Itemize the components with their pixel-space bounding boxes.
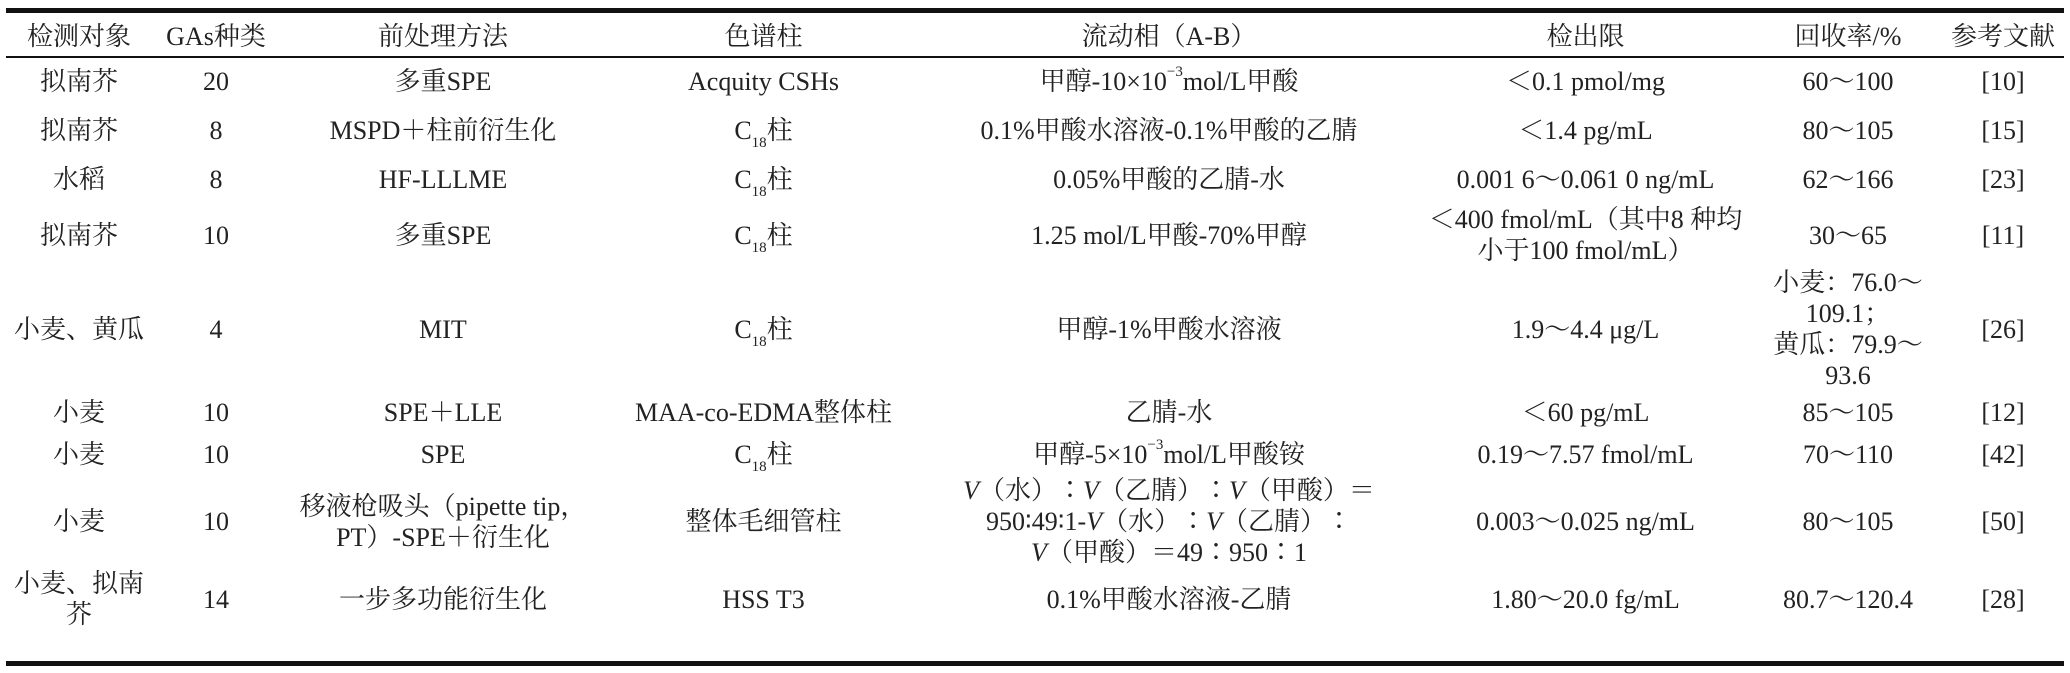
cell-column: 整体毛细管柱 — [685, 507, 842, 536]
table-row — [6, 105, 2064, 155]
cell-pretreatment: SPE＋LLE — [383, 397, 503, 427]
cell-gas-types: 4 — [209, 314, 223, 344]
cell-column: $C_{18}$柱 — [734, 115, 793, 151]
table-row — [6, 267, 2064, 391]
cell-recovery: 小麦：76.0～109.1； 黄瓜：79.9～93.6 — [1773, 268, 1923, 390]
cell-mobile-phase: 1.25 mol/L甲酸-70%甲醇 — [1031, 220, 1307, 250]
cell-target: 小麦 — [52, 507, 105, 536]
col-header-reference: 参考文献 — [1950, 21, 2055, 51]
col-header-column: 色谱柱 — [724, 21, 803, 51]
table-row — [6, 568, 2064, 630]
cell-recovery: 80～105 — [1802, 507, 1894, 536]
cell-reference: [11] — [1981, 220, 2025, 250]
cell-target: 拟南芥 — [39, 220, 118, 250]
table-row — [6, 433, 2064, 475]
cell-reference: [15] — [1981, 115, 2025, 145]
cell-pretreatment: MSPD＋柱前衍生化 — [329, 115, 557, 145]
cell-reference: [42] — [1981, 439, 2025, 469]
table-body — [6, 57, 2064, 630]
cell-mobile-phase: 0.1%甲酸水溶液-0.1%甲酸的乙腈 — [980, 115, 1358, 145]
col-header-mobile-phase: 流动相（A-B） — [1081, 21, 1257, 51]
cell-lod: 1.80～20.0 fg/mL — [1491, 584, 1680, 614]
cell-lod: 1.9～4.4 μg/L — [1511, 314, 1660, 344]
cell-mobile-phase: 0.05%甲酸的乙腈-水 — [1053, 164, 1285, 194]
header-row — [6, 15, 2064, 57]
cell-pretreatment: 移液枪吸头（pipette tip， PT）-SPE＋衍生化 — [299, 491, 587, 552]
cell-mobile-phase: 乙腈-水 — [1125, 397, 1213, 427]
table-row — [6, 155, 2064, 203]
cell-mobile-phase: 0.1%甲酸水溶液-乙腈 — [1046, 584, 1292, 614]
cell-target: 小麦 — [52, 397, 105, 427]
cell-reference: [26] — [1981, 314, 2025, 344]
cell-recovery: 62～166 — [1802, 164, 1894, 194]
cell-pretreatment: MIT — [419, 314, 467, 344]
cell-recovery: 80～105 — [1802, 115, 1894, 145]
col-header-recovery: 回收率/% — [1794, 21, 1902, 51]
cell-target: 小麦 — [52, 439, 105, 469]
cell-gas-types: 10 — [203, 397, 229, 427]
cell-recovery: 70～110 — [1802, 439, 1894, 469]
col-header-lod: 检出限 — [1546, 21, 1625, 51]
table-row — [6, 391, 2064, 433]
table-row — [6, 203, 2064, 267]
cell-reference: [10] — [1981, 66, 2025, 96]
cell-recovery: 80.7～120.4 — [1782, 584, 1913, 614]
cell-column: $C_{18}$柱 — [734, 164, 793, 200]
cell-column: MAA-co-EDMA整体柱 — [634, 397, 893, 427]
col-header-target: 检测对象 — [26, 21, 131, 51]
cell-gas-types: 8 — [209, 164, 223, 194]
col-header-gas-types: GAs种类 — [166, 21, 266, 51]
cell-gas-types: 8 — [209, 115, 223, 145]
cell-gas-types: 10 — [203, 507, 229, 536]
table-top-rule — [6, 8, 2064, 13]
cell-column: Acquity CSHs — [688, 66, 839, 96]
cell-lod: 0.19～7.57 fmol/mL — [1477, 439, 1694, 469]
cell-mobile-phase: 甲醇$-10\times 10^{-3}mol/L$甲酸 — [1039, 63, 1299, 96]
cell-target: 拟南芥 — [39, 115, 118, 145]
cell-target: 拟南芥 — [39, 66, 118, 96]
cell-gas-types: 20 — [203, 66, 229, 96]
cell-gas-types: 10 — [203, 439, 229, 469]
cell-pretreatment: 多重SPE — [394, 220, 492, 250]
cell-column: $C_{18}$柱 — [734, 314, 793, 350]
cell-recovery: 85～105 — [1802, 397, 1894, 427]
cell-reference: [50] — [1981, 507, 2025, 536]
table-row — [6, 475, 2064, 568]
cell-lod: ＜60 pg/mL — [1521, 397, 1650, 427]
cell-column: $C_{18}$柱 — [734, 220, 793, 256]
cell-lod: ＜0.1 pmol/mg — [1506, 66, 1665, 96]
cell-pretreatment: 一步多功能衍生化 — [338, 584, 547, 614]
cell-mobile-phase: 甲醇-1%甲酸水溶液 — [1056, 314, 1282, 344]
cell-gas-types: 14 — [203, 584, 229, 614]
cell-lod: ＜400 fmol/mL（其中8 种均 小于100 fmol/mL） — [1428, 205, 1743, 265]
cell-pretreatment: SPE — [420, 439, 466, 469]
table-row — [6, 57, 2064, 105]
cell-column: $C_{18}$柱 — [734, 439, 793, 475]
cell-lod: 0.003～0.025 ng/mL — [1476, 507, 1695, 536]
cell-mobile-phase: V（水）∶V（乙腈）∶V（甲酸）＝ 950∶49∶1-V（水）∶V（乙腈）∶ V（甲酸）＝49∶950∶1 — [963, 476, 1375, 567]
cell-lod: 0.001 6～0.061 0 ng/mL — [1456, 164, 1715, 194]
data-table — [6, 15, 2064, 630]
cell-reference: [28] — [1981, 584, 2025, 614]
cell-mobile-phase: 甲醇$-5\times 10^{-3}mol/L$甲酸铵 — [1033, 436, 1305, 469]
cell-column: HSS T3 — [722, 584, 805, 614]
cell-recovery: 30～65 — [1808, 220, 1887, 250]
cell-reference: [12] — [1981, 397, 2025, 427]
cell-target: 小麦、黄瓜 — [13, 314, 144, 344]
cell-lod: ＜1.4 pg/mL — [1518, 115, 1653, 145]
cell-pretreatment: 多重SPE — [394, 66, 492, 96]
table-bottom-rule — [6, 661, 2064, 666]
cell-gas-types: 10 — [203, 220, 229, 250]
cell-target: 水稻 — [52, 164, 105, 194]
cell-reference: [23] — [1981, 164, 2025, 194]
cell-pretreatment: HF-LLLME — [378, 164, 508, 194]
cell-recovery: 60～100 — [1802, 66, 1894, 96]
col-header-pretreatment: 前处理方法 — [377, 21, 508, 51]
cell-target: 小麦、拟南芥 — [13, 569, 144, 629]
